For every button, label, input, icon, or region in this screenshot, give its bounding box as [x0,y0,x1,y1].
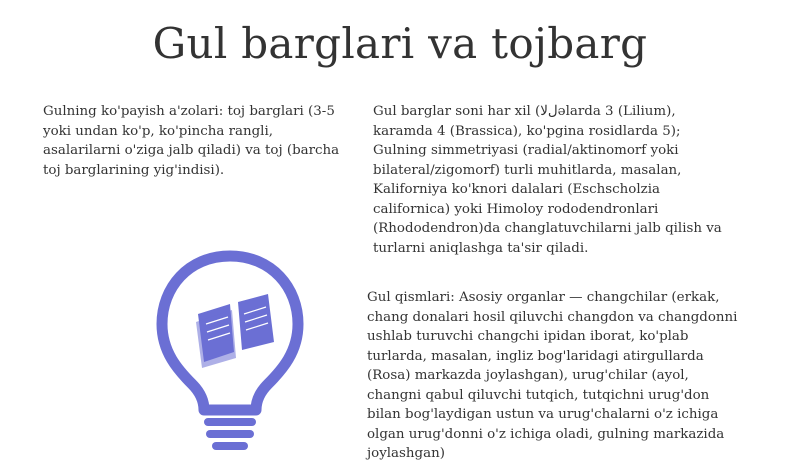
paragraph-flower-parts: Gul qismlari: Asosiy organlar — changchilar (erkak, chang donalari hosil qiluvchi changdon va changdonni ushlab turuvchi changchi ipidan iborat, ko'plab turlarda, masalan, ingliz bog'laridagi atirgullarda (Rosa) markazda joylashgan), urug'chilar (ayol, changni qabul qiluvchi tutqich, tutqichni urug'don bilan bog'laydigan ustun va urug'chalarni o'z ichiga olgan urug'donni o'z ichiga oladi, gulning markazida joylashgan) [367,290,738,461]
page-title: Gul barglari va tojbarg [152,19,648,68]
paragraph-petal-count-symmetry: Gul barglar soni har xil (ﻝﻻəlarda 3 (Lilium), karamda 4 (Brassica), ko'pgina rosidlarda 5); Gulning simmetriyasi (radial/aktinomorf yoki bilateral/zigomorf) turli muhitlarda, masalan, Kaliforniya ko'knori dalalari (Eschscholzia californica) yoki Himoloy rododendronlari (Rhododendron)da changlatuvchilarni jalb qilish va turlarni aniqlashga ta'sir qiladi. [373,104,722,256]
lightbulb-book-icon [150,244,310,454]
paragraph-reproductive-organs: Gulning ko'payish a'zolari: toj barglari (3-5 yoki undan ko'p, ko'pincha rangli, asalarilarni o'ziga jalb qiladi) va toj (barcha toj barglarining yig'indisi). [43,104,340,178]
